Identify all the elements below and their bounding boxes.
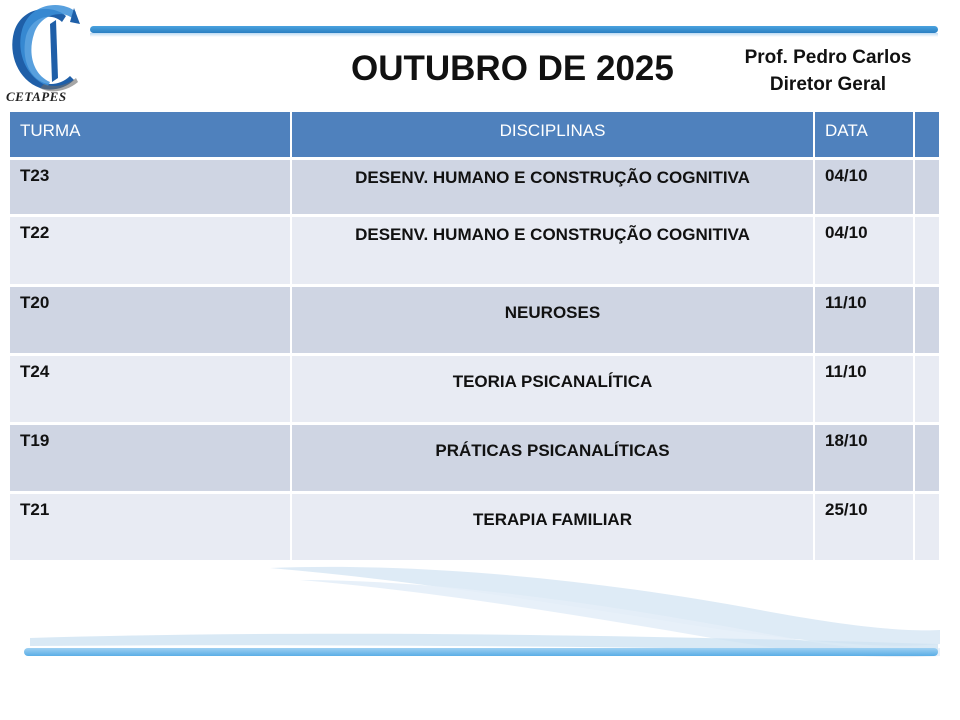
cell-turma: T20 (10, 287, 292, 356)
table-header-row (10, 112, 941, 160)
cell-extra (915, 494, 941, 563)
page-title: OUTUBRO DE 2025 (351, 49, 674, 88)
cell-data: 25/10 (815, 494, 915, 563)
cell-data: 11/10 (815, 287, 915, 356)
cell-turma: T24 (10, 356, 292, 425)
table-row (10, 494, 941, 563)
header-disciplinas: DISCIPLINAS (292, 112, 815, 160)
decorative-swoosh (0, 560, 960, 680)
cell-turma: T23 (10, 160, 292, 217)
cell-disciplina: PRÁTICAS PSICANALÍTICAS (292, 425, 815, 494)
cell-disciplina: TERAPIA FAMILIAR (292, 494, 815, 563)
table-row (10, 425, 941, 494)
cell-data: 04/10 (815, 217, 915, 287)
top-accent-shadow (90, 33, 938, 37)
top-accent-bar (90, 26, 938, 33)
table-row (10, 160, 941, 217)
table-row (10, 356, 941, 425)
cell-extra (915, 217, 941, 287)
professor-name: Prof. Pedro Carlos (744, 47, 912, 68)
cell-extra (915, 287, 941, 356)
schedule-table (10, 112, 941, 563)
cell-disciplina: DESENV. HUMANO E CONSTRUÇÃO COGNITIVA (292, 217, 815, 287)
cell-data: 11/10 (815, 356, 915, 425)
cell-data: 04/10 (815, 160, 915, 217)
header-extra (915, 112, 941, 160)
header-turma: TURMA (10, 112, 292, 160)
cell-disciplina: TEORIA PSICANALÍTICA (292, 356, 815, 425)
cell-extra (915, 356, 941, 425)
cell-extra (915, 160, 941, 217)
cell-extra (915, 425, 941, 494)
logo-text: CETAPES (6, 89, 67, 104)
cell-data: 18/10 (815, 425, 915, 494)
cell-disciplina: NEUROSES (292, 287, 815, 356)
table-row (10, 217, 941, 287)
professor-role: Diretor Geral (769, 74, 887, 95)
professor-info (728, 44, 928, 98)
cell-disciplina: DESENV. HUMANO E CONSTRUÇÃO COGNITIVA (292, 160, 815, 217)
cell-turma: T22 (10, 217, 292, 287)
bottom-accent-bar (24, 648, 938, 656)
cell-turma: T21 (10, 494, 292, 563)
cell-turma: T19 (10, 425, 292, 494)
header-data: DATA (815, 112, 915, 160)
table-row (10, 287, 941, 356)
